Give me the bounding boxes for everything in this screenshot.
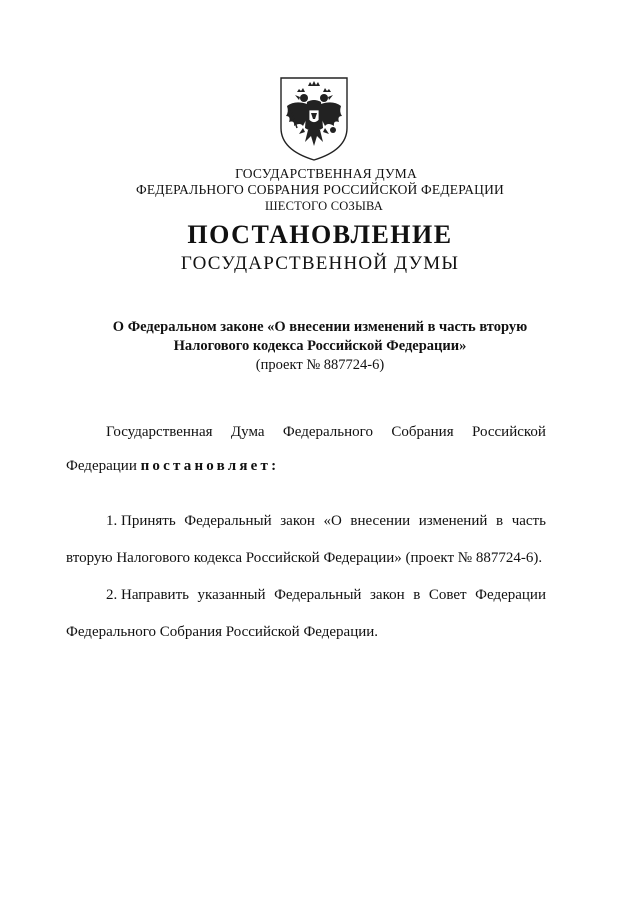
document-subject xyxy=(0,318,640,375)
preamble-line-2 xyxy=(66,458,546,475)
item-1-word: часть xyxy=(511,513,546,529)
issuer-header xyxy=(0,166,640,214)
item-2-word: Совет xyxy=(428,587,467,603)
decree-word: постановляет: xyxy=(140,458,280,474)
item-2-line-1 xyxy=(66,587,546,604)
item-2-word: закон xyxy=(370,587,405,603)
item-1-word: в xyxy=(496,513,504,529)
preamble-word: Федерального xyxy=(282,424,373,440)
item-2-word: Федеральный xyxy=(274,587,362,603)
item-1-word: закон xyxy=(280,513,315,529)
item-2-word: указанный xyxy=(197,587,266,603)
issuer-line-3: ШЕСТОГО СОЗЫВА xyxy=(264,199,384,213)
item-1-word: Федеральный xyxy=(184,513,272,529)
item-1-word: изменений xyxy=(418,513,488,529)
document-title: ПОСТАНОВЛЕНИЕ xyxy=(187,220,453,249)
coat-of-arms-icon xyxy=(277,76,351,162)
preamble-word: Государственная xyxy=(106,424,213,440)
item-2-word: 2. Направить xyxy=(106,587,189,603)
preamble-line-2-start: Федерации xyxy=(66,458,137,474)
subject-line-2: Налогового кодекса Российской Федерации» xyxy=(173,338,467,354)
item-1-line-1 xyxy=(66,513,546,530)
subject-project-number: (проект № 887724-6) xyxy=(255,357,385,373)
document-subtitle: ГОСУДАРСТВЕННОЙ ДУМЫ xyxy=(180,253,460,274)
item-2-line-2: Федерального Собрания Российской Федерации. xyxy=(66,624,379,640)
item-1-word: «О xyxy=(323,513,342,529)
preamble-word: Собрания xyxy=(391,424,454,440)
subject-line-1: О Федеральном законе «О внесении изменений в часть вторую xyxy=(112,319,528,335)
item-2-word: в xyxy=(413,587,421,603)
item-1-word: 1. Принять xyxy=(106,513,176,529)
issuer-line-2: ФЕДЕРАЛЬНОГО СОБРАНИЯ РОССИЙСКОЙ ФЕДЕРАЦИИ xyxy=(136,182,504,197)
preamble-line-1 xyxy=(66,424,546,441)
preamble-word: Дума xyxy=(230,424,265,440)
issuer-line-1: ГОСУДАРСТВЕННАЯ ДУМА xyxy=(235,166,417,181)
item-1-line-2: вторую Налогового кодекса Российской Федерации» (проект № 887724-6). xyxy=(66,550,543,566)
item-2-word: Федерации xyxy=(475,587,546,603)
item-1-word: внесении xyxy=(350,513,411,529)
preamble-word: Российской xyxy=(472,424,546,440)
